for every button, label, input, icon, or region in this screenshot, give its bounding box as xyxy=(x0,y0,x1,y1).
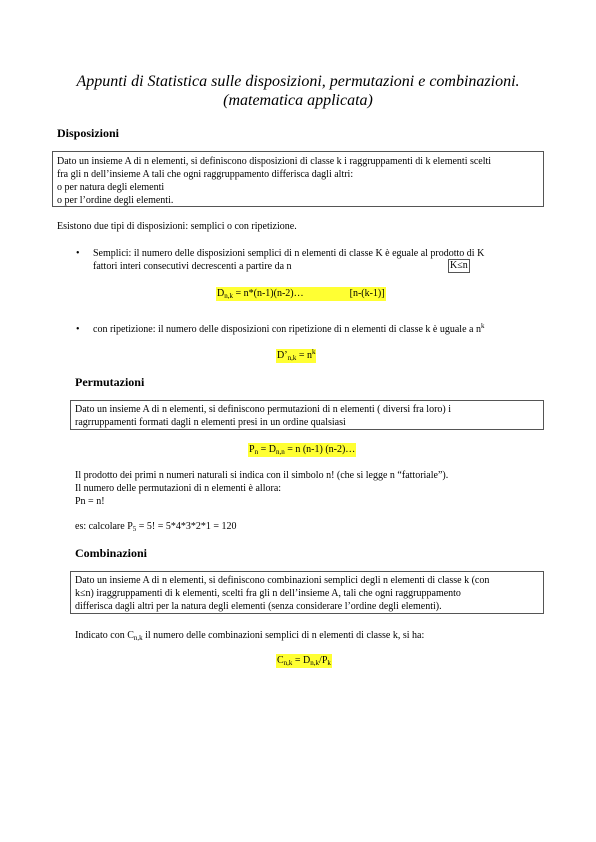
formula-body: = D xyxy=(258,444,276,455)
definition-line: Dato un insieme A di n elementi, si definiscono disposizioni di classe k i raggruppamenti di k elementi scelti xyxy=(57,156,492,167)
formula-subscript: n,k xyxy=(310,659,320,667)
formula-symbol: C xyxy=(277,655,284,666)
formula-body: = D xyxy=(292,655,311,666)
text-post: il numero delle combinazioni semplici di n elementi di classe k, si ha: xyxy=(142,630,425,641)
formula-body: = n xyxy=(296,350,312,361)
definition-line: Dato un insieme A di n elementi, si definiscono permutazioni di n elementi ( diversi fra loro) i xyxy=(75,404,452,415)
formula-symbol: D’ xyxy=(277,350,288,361)
definition-line: k≤n) iraggruppamenti di k elementi, scelti fra gli n dell’insieme A, tali che ogni raggruppamento xyxy=(75,588,461,599)
combinazioni-text xyxy=(75,629,424,643)
definition-line: o per l’ordine degli elementi. xyxy=(57,195,174,206)
definition-line: differisca dagli altri per la natura degli elementi (senza considerare l’ordine degli elementi). xyxy=(75,601,442,612)
formula-body: = n*(n-1)(n-2)… xyxy=(232,288,304,299)
text-subscript: n,k xyxy=(133,634,143,642)
bullet-icon: • xyxy=(76,248,80,259)
formula-tail: [n-(k-1)] xyxy=(349,288,385,299)
definition-line: fra gli n dell’insieme A tali che ogni raggruppamento differisca dagli altri: xyxy=(57,169,354,180)
condition-k-le-n: K≤n xyxy=(450,260,468,271)
heading-permutazioni: Permutazioni xyxy=(75,375,145,389)
formula-disposizioni-ripetizione xyxy=(276,349,316,363)
formula-body: /P xyxy=(319,655,328,666)
dispositions-intro: Esistono due tipi di disposizioni: semplici o con ripetizione. xyxy=(57,221,297,232)
semplici-text-line1: Semplici: il numero delle disposizioni semplici di n elementi di classe K è eguale al prodotto di K xyxy=(93,248,485,259)
formula-superscript: k xyxy=(311,348,316,356)
definition-line: ragrruppamenti formati dagli n elementi presi in un ordine qualsiasi xyxy=(75,417,346,428)
definition-box-disposizioni xyxy=(52,151,544,207)
formula-subscript: n,k xyxy=(287,354,297,362)
example-post: = 5! = 5*4*3*2*1 = 120 xyxy=(136,521,237,532)
document-title: Appunti di Statistica sulle disposizioni, permutazioni e combinazioni. xyxy=(76,73,520,90)
formula-subscript: n,n xyxy=(275,448,285,456)
formula-subscript: k xyxy=(327,659,331,667)
example-subscript: 5 xyxy=(132,525,137,533)
document-subtitle: (matematica applicata) xyxy=(223,92,373,109)
ripetizione-body: con ripetizione: il numero delle disposizioni con ripetizione di n elementi di classe k è uguale a n xyxy=(93,324,481,335)
definition-line: o per natura degli elementi xyxy=(57,182,165,193)
semplici-text-line2: fattori interi consecutivi decrescenti a partire da n xyxy=(93,261,292,272)
factorial-text: Il prodotto dei primi n numeri naturali si indica con il simbolo n! (che si legge n “fattoriale”). xyxy=(75,470,449,481)
heading-disposizioni: Disposizioni xyxy=(57,126,120,140)
example-pre: es: calcolare P xyxy=(75,521,133,532)
formula-body: = n (n-1) (n-2)… xyxy=(284,444,356,455)
formula-symbol: P xyxy=(249,444,255,455)
formula-subscript: n,k xyxy=(283,659,293,667)
formula-subscript: n xyxy=(254,448,259,456)
formula-permutazioni xyxy=(248,443,356,457)
formula-disposizioni-semplici xyxy=(216,287,386,301)
formula-combinazioni xyxy=(276,654,332,668)
formula-subscript: n,k xyxy=(224,292,233,300)
ripetizione-superscript: k xyxy=(480,322,485,330)
heading-combinazioni: Combinazioni xyxy=(75,546,148,560)
bullet-icon: • xyxy=(76,324,80,335)
factorial-text: Il numero delle permutazioni di n elementi è allora: xyxy=(75,483,282,494)
example-text xyxy=(75,520,237,534)
definition-line: Dato un insieme A di n elementi, si definiscono combinazioni semplici degli n elementi di classe k (con xyxy=(75,575,490,586)
formula-symbol: D xyxy=(217,288,225,299)
ripetizione-text xyxy=(93,323,484,337)
definition-box-combinazioni xyxy=(70,571,544,614)
factorial-text: Pn = n! xyxy=(75,496,105,507)
definition-box-permutazioni xyxy=(70,400,544,430)
text-pre: Indicato con C xyxy=(75,630,134,641)
